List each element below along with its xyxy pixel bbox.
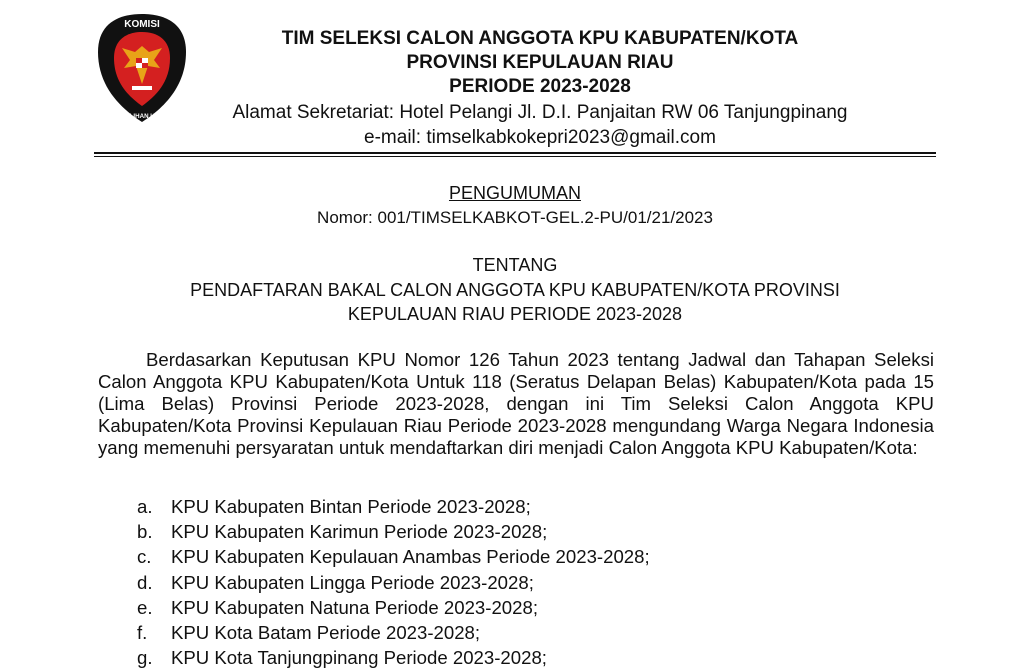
- logo-text-top: KOMISI: [124, 19, 160, 30]
- list-item-text: KPU Kabupaten Lingga Periode 2023-2028;: [171, 571, 534, 593]
- list-item: [137, 570, 650, 595]
- list-marker: d.: [137, 571, 153, 593]
- letterhead-province: PROVINSI KEPULAUAN RIAU: [406, 52, 674, 73]
- list-item-text: KPU Kota Batam Periode 2023-2028;: [171, 622, 481, 644]
- letterhead-address: Alamat Sekretariat: Hotel Pelangi Jl. D.I. Panjaitan RW 06 Tanjungpinang: [232, 102, 848, 123]
- list-item: [137, 494, 650, 519]
- letterhead-email: e-mail: timselkabkokepri2023@gmail.com: [364, 127, 716, 148]
- list-marker: g.: [137, 647, 153, 669]
- list-item: [137, 519, 650, 544]
- list-item-text: KPU Kabupaten Karimun Periode 2023-2028;: [171, 521, 548, 543]
- list-item-text: KPU Kabupaten Kepulauan Anambas Periode 2023-2028;: [171, 546, 650, 568]
- regency-list: [137, 494, 650, 670]
- announcement-number: Nomor: 001/TIMSELKABKOT-GEL.2-PU/01/21/2023: [317, 208, 713, 227]
- announcement-title: PENGUMUMAN: [448, 183, 581, 203]
- list-item: [137, 645, 650, 670]
- list-item-text: KPU Kabupaten Bintan Periode 2023-2028;: [171, 496, 531, 517]
- list-item: [137, 620, 650, 645]
- announcement-subject-line2: KEPULAUAN RIAU PERIODE 2023-2028: [347, 304, 683, 324]
- list-marker: a.: [137, 496, 153, 517]
- announcement-about: TENTANG: [472, 255, 558, 275]
- letterhead-title: TIM SELEKSI CALON ANGGOTA KPU KABUPATEN/KOTA: [281, 28, 799, 49]
- letterhead-period: PERIODE 2023-2028: [449, 76, 631, 97]
- announcement-subject-line1: PENDAFTARAN BAKAL CALON ANGGOTA KPU KABUPATEN/KOTA PROVINSI: [190, 280, 840, 300]
- letterhead-rule-thin: [94, 156, 936, 157]
- list-item-text: KPU Kabupaten Natuna Periode 2023-2028;: [171, 596, 538, 618]
- list-marker: f.: [137, 622, 148, 644]
- logo-text-bottom: PEMILIHAN UMUM: [114, 113, 170, 120]
- list-item-text: KPU Kota Tanjungpinang Periode 2023-2028;: [171, 647, 547, 669]
- body-paragraph: Berdasarkan Keputusan KPU Nomor 126 Tahun 2023 tentang Jadwal dan Tahapan Seleksi Calon Anggota KPU Kabupaten/Kota Untuk 118 (Seratus Delapan Belas) Kabupaten/Kota pada 15 (Lima Belas) Provinsi Periode 2023-2028, dengan ini Tim Seleksi Calon Anggota KPU Kabupaten/Kota Provinsi Kepulauan Riau Periode 2023-2028 mengundang Warga Negara Indonesia yang memenuhi persyaratan untuk mendaftarkan diri menjadi Calon Anggota KPU Kabupaten/Kota:: [98, 349, 934, 458]
- list-item: [137, 544, 650, 569]
- list-marker: b.: [137, 521, 153, 543]
- list-item: [137, 595, 650, 620]
- letterhead-rule-thick: [94, 152, 936, 154]
- list-marker: c.: [137, 546, 152, 568]
- list-marker: e.: [137, 596, 153, 618]
